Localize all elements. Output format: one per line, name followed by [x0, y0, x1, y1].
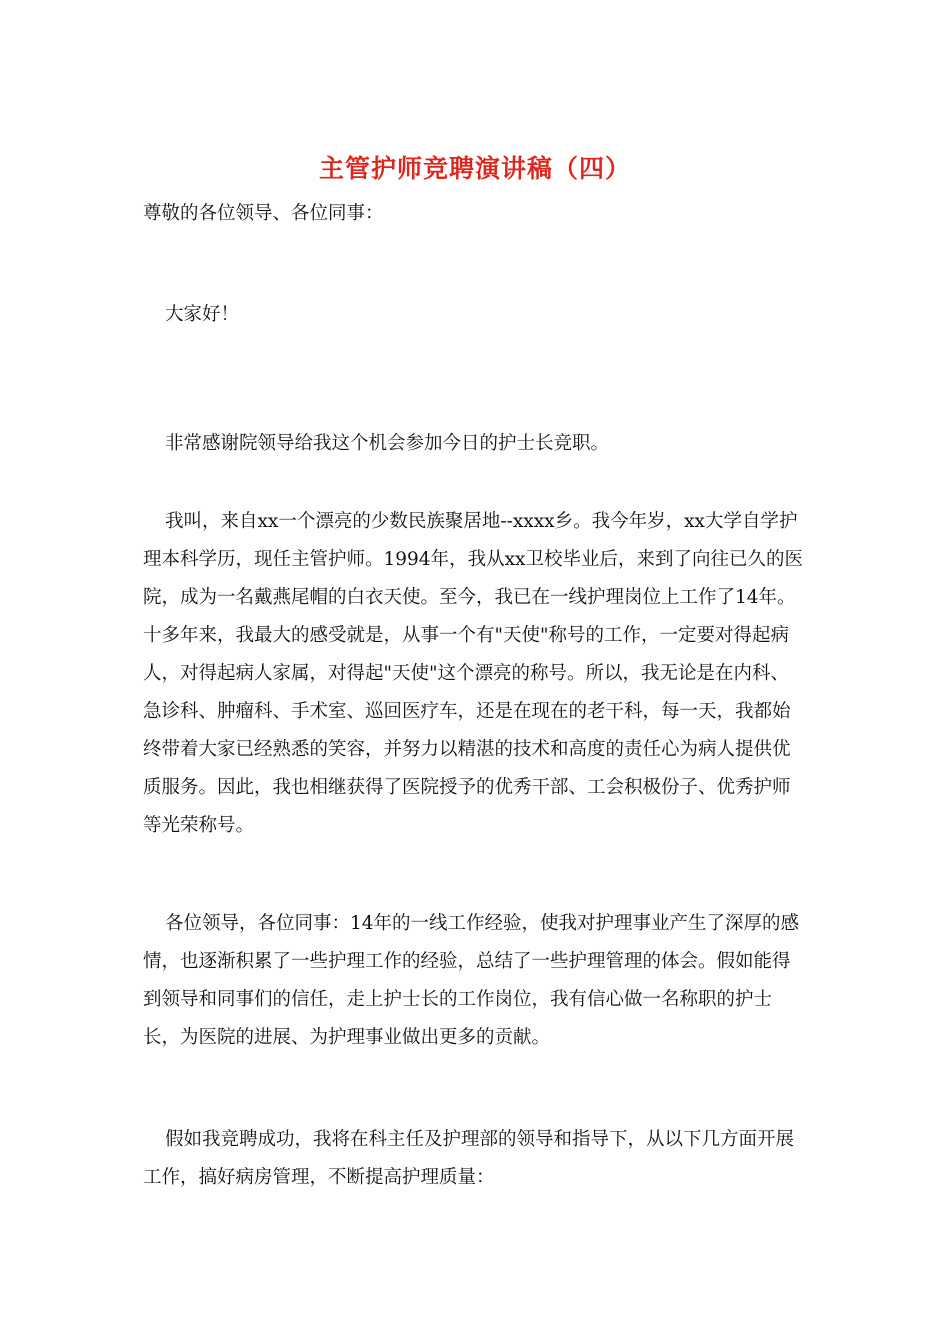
paragraph-experience: 各位领导，各位同事：14年的一线工作经验，使我对护理事业产生了深厚的感情，也逐渐积累了一些护理工作的经验，总结了一些护理管理的体会。假如能得到领导和同事们的信任，走上护士长的工作岗位，我有信心做一名称职的护士长，为医院的进展、为护理事业做出更多的贡献。	[143, 913, 800, 1048]
paragraph-thanks: 非常感谢院领导给我这个机会参加今日的护士长竞职。	[165, 433, 610, 454]
paragraph-greeting: 大家好！	[165, 304, 240, 325]
document-title: 主管护师竞聘演讲稿（四）	[318, 154, 631, 183]
paragraph-introduction: 我叫，来自xx一个漂亮的少数民族聚居地--xxxx乡。我今年岁，xx大学自学护理本科学历，现任主管护师。1994年，我从xx卫校毕业后，来到了向往已久的医院，成为一名戴燕尾帽的白衣天使。至今，我已在一线护理岗位上工作了14年。十多年来，我最大的感受就是，从事一个有"天使"称号的工作，一定要对得起病人，对得起病人家属，对得起"天使"这个漂亮的称号。所以，我无论是在内科、急诊科、肿瘤科、手术室、巡回医疗车，还是在现在的老干科，每一天，我都始终带着大家已经熟悉的笑容，并努力以精湛的技术和高度的责任心为病人提供优质服务。因此，我也相继获得了医院授予的优秀干部、工会积极份子、优秀护师等光荣称号。	[143, 511, 803, 836]
paragraph-plan: 假如我竞聘成功，我将在科主任及护理部的领导和指导下，从以下几方面开展工作，搞好病房管理，不断提高护理质量：	[143, 1129, 795, 1188]
salutation: 尊敬的各位领导、各位同事：	[143, 203, 384, 224]
